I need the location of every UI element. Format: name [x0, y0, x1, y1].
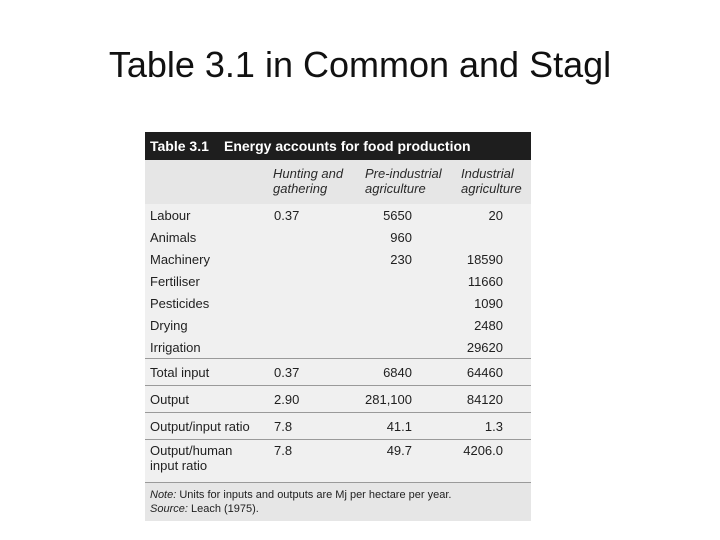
- cell-industrial: 84120: [466, 392, 503, 407]
- column-headers: [145, 160, 531, 205]
- table-note: [145, 482, 531, 521]
- row-label: Output: [150, 392, 190, 407]
- column-header-hunting: Hunting and gathering: [273, 166, 344, 196]
- cell-industrial: 1090: [474, 296, 503, 311]
- source-label: Source:: [150, 503, 188, 515]
- row-label: Output/human input ratio: [150, 443, 233, 473]
- column-header-preindustrial: Pre-industrial agriculture: [365, 166, 442, 196]
- cell-preindustrial: 41.1: [386, 419, 412, 434]
- table-caption: Energy accounts for food production: [224, 138, 471, 154]
- table-row: [145, 270, 531, 293]
- table-row: [145, 204, 531, 227]
- table-row: [145, 412, 531, 440]
- cell-preindustrial: 230: [390, 252, 412, 267]
- table-number: Table 3.1: [150, 138, 209, 154]
- table-row: [145, 314, 531, 337]
- cell-hunting: 0.37: [274, 208, 300, 223]
- row-label: Fertiliser: [150, 274, 200, 289]
- cell-industrial: 11660: [467, 274, 503, 289]
- cell-hunting: 0.37: [274, 365, 300, 380]
- cell-industrial: 64460: [466, 365, 503, 380]
- cell-preindustrial: 281,100: [365, 392, 412, 407]
- table-figure: [145, 132, 531, 520]
- cell-hunting: 7.8: [274, 419, 293, 434]
- row-label: Labour: [150, 208, 191, 223]
- cell-hunting: 2.90: [274, 392, 300, 407]
- note-label: Note:: [150, 489, 177, 501]
- cell-industrial: 18590: [466, 252, 503, 267]
- cell-industrial: 1.3: [484, 419, 503, 434]
- slide-title: Table 3.1 in Common and Stagl: [108, 44, 612, 85]
- cell-industrial: 2480: [474, 318, 503, 333]
- source-text: Leach (1975).: [190, 503, 259, 515]
- cell-industrial: 20: [488, 208, 503, 223]
- table-row: [145, 358, 531, 386]
- cell-preindustrial: 960: [390, 230, 412, 245]
- table-row: [145, 439, 531, 483]
- cell-hunting: 7.8: [274, 443, 293, 458]
- table-row: [145, 336, 531, 358]
- row-label: Machinery: [150, 252, 210, 267]
- cell-industrial: 29620: [466, 340, 503, 355]
- cell-preindustrial: 5650: [383, 208, 412, 223]
- table-row: [145, 292, 531, 315]
- row-label: Output/input ratio: [150, 419, 250, 434]
- row-label: Animals: [150, 230, 197, 245]
- table-row: [145, 385, 531, 413]
- row-label: Pesticides: [150, 296, 210, 311]
- row-label: Total input: [150, 365, 210, 380]
- table-header-bar: [145, 132, 531, 160]
- column-header-industrial: Industrial agriculture: [461, 166, 522, 196]
- note-text: Units for inputs and outputs are Mj per hectare per year.: [179, 489, 452, 501]
- cell-preindustrial: 6840: [383, 365, 412, 380]
- cell-industrial: 4206.0: [463, 443, 503, 458]
- cell-preindustrial: 49.7: [386, 443, 412, 458]
- table-row: [145, 248, 531, 271]
- row-label: Irrigation: [150, 340, 201, 355]
- row-label: Drying: [150, 318, 188, 333]
- table-row: [145, 226, 531, 249]
